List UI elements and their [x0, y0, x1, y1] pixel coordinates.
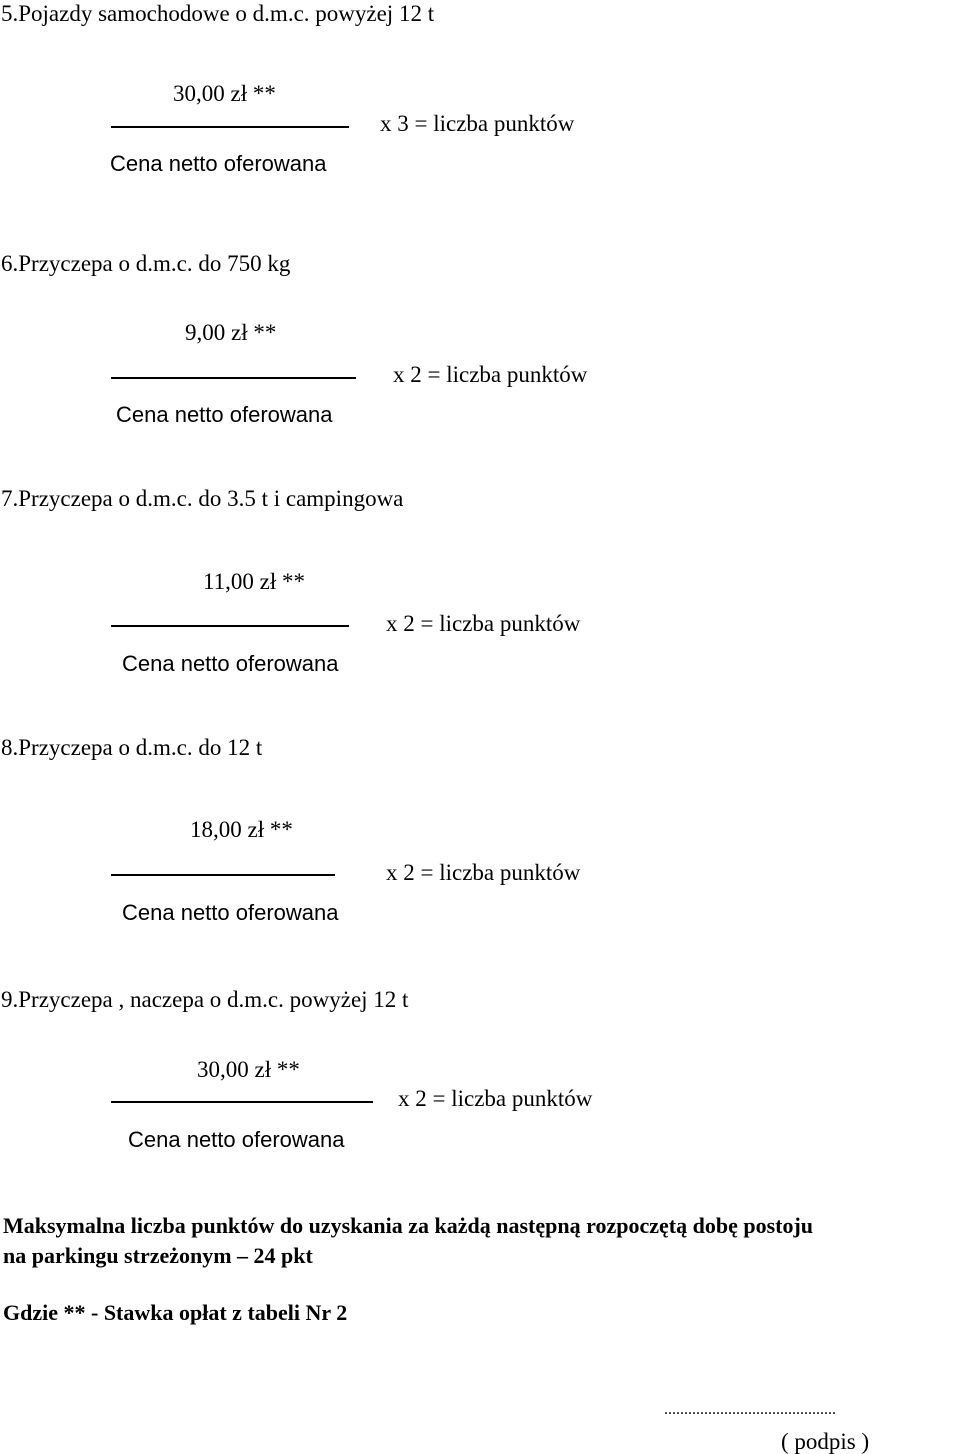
section-8-numerator: 18,00 zł ** [190, 817, 293, 842]
section-5-fraction-line [111, 126, 349, 128]
section-5-multiplier: x 3 = liczba punktów [380, 111, 575, 136]
section-5-denominator: Cena netto oferowana [110, 151, 327, 176]
section-9-multiplier: x 2 = liczba punktów [398, 1086, 593, 1111]
section-9-heading: 9.Przyczepa , naczepa o d.m.c. powyżej 12 t [1, 987, 409, 1012]
section-7-denominator: Cena netto oferowana [122, 651, 339, 676]
section-6-fraction-line [111, 377, 356, 379]
section-5-numerator: 30,00 zł ** [173, 81, 276, 106]
section-9-numerator: 30,00 zł ** [197, 1057, 300, 1082]
section-8-heading: 8.Przyczepa o d.m.c. do 12 t [1, 735, 263, 760]
section-5-heading: 5.Pojazdy samochodowe o d.m.c. powyżej 12 t [1, 1, 435, 26]
section-7-numerator: 11,00 zł ** [203, 569, 305, 594]
section-6-denominator: Cena netto oferowana [116, 402, 333, 427]
section-6-numerator: 9,00 zł ** [185, 320, 277, 345]
max-points-note-line-2: na parkingu strzeżonym – 24 pkt [3, 1243, 313, 1268]
section-8-denominator: Cena netto oferowana [122, 900, 339, 925]
section-6-multiplier: x 2 = liczba punktów [393, 362, 588, 387]
max-points-note-line-1: Maksymalna liczba punktów do uzyskania za każdą następną rozpoczętą dobę postoju [3, 1213, 814, 1238]
section-8-fraction-line [111, 874, 335, 876]
signature-label: ( podpis ) [781, 1429, 870, 1454]
section-7-heading: 7.Przyczepa o d.m.c. do 3.5 t i campingowa [1, 486, 404, 511]
section-7-multiplier: x 2 = liczba punktów [386, 611, 581, 636]
section-7-fraction-line [111, 625, 349, 627]
signature-line: ........................................... [664, 1401, 836, 1418]
footnote: Gdzie ** - Stawka opłat z tabeli Nr 2 [3, 1300, 348, 1325]
section-9-denominator: Cena netto oferowana [128, 1127, 345, 1152]
section-6-heading: 6.Przyczepa o d.m.c. do 750 kg [1, 251, 291, 276]
section-8-multiplier: x 2 = liczba punktów [386, 860, 581, 885]
section-9-fraction-line [111, 1101, 373, 1103]
